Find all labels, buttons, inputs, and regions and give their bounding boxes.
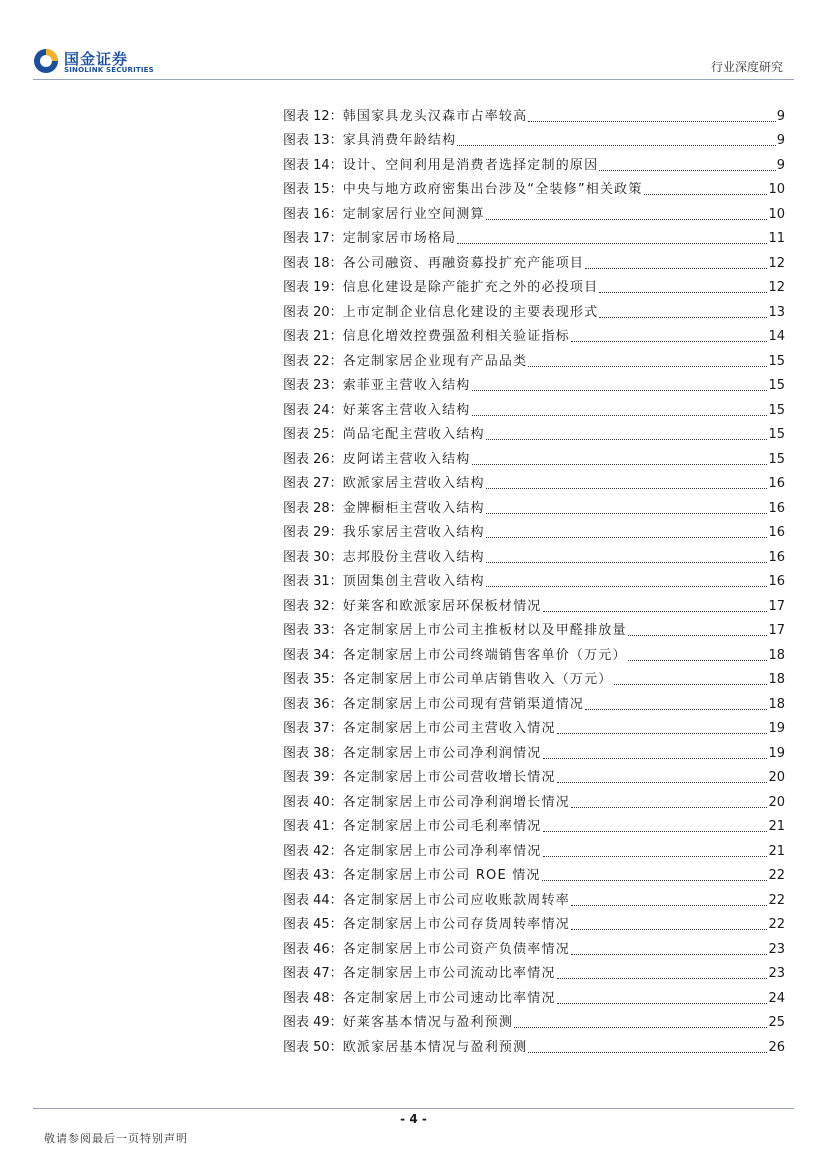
toc-dot-leader: [528, 1051, 767, 1053]
toc-entry-page: 13: [768, 304, 785, 320]
toc-entry-page: 15: [768, 353, 785, 369]
toc-entry-title: 信息化增效控费强盈利相关验证指标: [342, 329, 570, 344]
toc-dot-leader: [599, 316, 767, 318]
company-logo: [33, 46, 163, 78]
toc-entry[interactable]: [283, 198, 785, 223]
toc-dot-leader: [514, 1026, 767, 1028]
toc-dot-leader: [486, 512, 768, 514]
toc-entry[interactable]: [283, 590, 785, 615]
toc-entry[interactable]: [283, 566, 785, 591]
toc-entry-page: 15: [768, 427, 785, 442]
toc-entry-label: 图表 22：: [283, 353, 343, 369]
toc-entry[interactable]: [283, 982, 785, 1007]
toc-entry-page: 17: [768, 598, 785, 614]
toc-entry-title: 各定制家居上市公司营收增长情况: [342, 770, 556, 785]
toc-entry-page: 22: [768, 868, 785, 883]
toc-entry-title: 志邦股份主营收入结构: [342, 549, 485, 565]
toc-entry[interactable]: [283, 443, 785, 468]
toc-dot-leader: [486, 438, 768, 440]
toc-entry-label: 图表 26：: [283, 451, 343, 467]
toc-entry-title: 上市定制企业信息化建设的主要表现形式: [342, 304, 599, 320]
toc-entry-page: 17: [768, 623, 785, 638]
toc-entry-page: 11: [768, 231, 785, 246]
toc-entry[interactable]: [283, 394, 785, 419]
toc-entry-title: 各定制家居上市公司毛利率情况: [342, 819, 542, 834]
toc-entry-label: 图表 13：: [283, 133, 343, 148]
toc-entry-page: 18: [768, 696, 785, 712]
toc-entry-title: 定制家居行业空间测算: [342, 206, 485, 222]
toc-entry-page: 21: [768, 843, 785, 859]
toc-entry-page: 9: [776, 133, 785, 148]
toc-entry[interactable]: [283, 860, 785, 885]
toc-entry-title: 尚品宅配主营收入结构: [342, 427, 485, 442]
toc-entry[interactable]: [283, 811, 785, 836]
toc-entry[interactable]: [283, 1031, 785, 1056]
toc-entry-page: 14: [768, 329, 785, 344]
toc-entry[interactable]: [283, 296, 785, 321]
toc-entry-label: 图表 28：: [283, 500, 343, 516]
toc-entry[interactable]: [283, 517, 785, 542]
toc-entry-title: 好莱客主营收入结构: [342, 402, 471, 418]
toc-entry[interactable]: [283, 492, 785, 517]
toc-dot-leader: [628, 659, 768, 661]
toc-entry-label: 图表 12：: [283, 108, 343, 124]
toc-entry-page: 12: [768, 280, 785, 295]
toc-entry-title: 各定制家居上市公司应收账款周转率: [342, 892, 570, 908]
toc-entry[interactable]: [283, 713, 785, 738]
toc-entry-title: 欧派家居基本情况与盈利预测: [342, 1039, 528, 1055]
toc-dot-leader: [557, 977, 768, 979]
toc-dot-leader: [571, 904, 768, 906]
toc-dot-leader: [557, 1002, 768, 1004]
toc-entry-label: 图表 38：: [283, 745, 343, 761]
toc-dot-leader: [528, 120, 775, 122]
toc-entry-page: 18: [768, 647, 785, 663]
toc-entry-page: 22: [768, 892, 785, 908]
toc-entry-label: 图表 35：: [283, 672, 343, 687]
toc-dot-leader: [628, 634, 768, 636]
toc-entry-page: 24: [768, 990, 785, 1006]
toc-entry-page: 9: [776, 108, 785, 124]
toc-entry-label: 图表 48：: [283, 990, 343, 1006]
toc-entry-page: 18: [768, 672, 785, 687]
toc-entry-title: 皮阿诺主营收入结构: [342, 451, 471, 467]
toc-entry[interactable]: [283, 468, 785, 493]
toc-entry-title: 各定制家居上市公司主营收入情况: [342, 721, 556, 736]
toc-entry-label: 图表 43：: [283, 868, 343, 883]
toc-entry-page: 16: [768, 549, 785, 565]
toc-entry-title: 各定制家居上市公司流动比率情况: [342, 966, 556, 981]
toc-entry-label: 图表 39：: [283, 770, 343, 785]
toc-entry-label: 图表 20：: [283, 304, 343, 320]
disclaimer-note: 敬请参阅最后一页特别声明: [44, 1132, 188, 1145]
toc-entry-page: 15: [768, 402, 785, 418]
toc-entry-page: 22: [768, 917, 785, 932]
toc-entry-label: 图表 44：: [283, 892, 343, 908]
toc-dot-leader: [486, 561, 768, 563]
page-header: [0, 0, 827, 82]
toc-dot-leader: [557, 781, 768, 783]
toc-dot-leader: [585, 267, 767, 269]
toc-entry-label: 图表 15：: [283, 182, 343, 197]
toc-entry-page: 23: [768, 966, 785, 981]
toc-entry-title: 各定制家居上市公司速动比率情况: [342, 990, 556, 1006]
footer-divider: [33, 1108, 794, 1109]
logo-english-name: SINOLINK SECURITIES: [64, 66, 154, 74]
toc-entry-label: 图表 18：: [283, 255, 343, 271]
toc-entry[interactable]: [283, 615, 785, 640]
toc-dot-leader: [486, 585, 768, 587]
toc-entry-title: 好莱客基本情况与盈利预测: [342, 1015, 514, 1030]
toc-entry-label: 图表 45：: [283, 917, 343, 932]
toc-entry-title: 定制家居市场格局: [342, 231, 457, 246]
toc-dot-leader: [585, 708, 767, 710]
logo-chinese-name: 国金证券: [64, 50, 129, 68]
page-number: - 4 -: [400, 1112, 427, 1126]
toc-entry[interactable]: [283, 125, 785, 150]
toc-dot-leader: [571, 953, 768, 955]
toc-entry-page: 20: [768, 770, 785, 785]
toc-entry-label: 图表 24：: [283, 402, 343, 418]
toc-entry-page: 16: [768, 500, 785, 516]
toc-entry-label: 图表 46：: [283, 941, 343, 957]
toc-entry-label: 图表 14：: [283, 157, 343, 173]
toc-entry-page: 25: [768, 1015, 785, 1030]
toc-entry[interactable]: [283, 909, 785, 934]
toc-entry[interactable]: [283, 223, 785, 248]
toc-dot-leader: [543, 830, 768, 832]
toc-dot-leader: [614, 683, 768, 685]
toc-entry[interactable]: [283, 345, 785, 370]
toc-entry-page: 20: [768, 794, 785, 810]
toc-dot-leader: [571, 928, 768, 930]
toc-entry-title: 各定制家居上市公司 ROE 情况: [342, 868, 541, 883]
toc-entry-page: 15: [768, 378, 785, 393]
toc-entry-label: 图表 21：: [283, 329, 343, 344]
toc-entry-page: 10: [768, 206, 785, 222]
toc-entry-page: 16: [768, 574, 785, 589]
toc-entry-label: 图表 31：: [283, 574, 343, 589]
toc-dot-leader: [486, 218, 768, 220]
toc-entry-title: 设计、空间利用是消费者选择定制的原因: [342, 157, 599, 173]
toc-dot-leader: [599, 169, 775, 171]
toc-entry-title: 各定制家居上市公司现有营销渠道情况: [342, 696, 585, 712]
toc-entry-title: 各定制家居上市公司净利率情况: [342, 843, 542, 859]
toc-entry-label: 图表 30：: [283, 549, 343, 565]
toc-entry-title: 各定制家居上市公司终端销售客单价（万元）: [342, 647, 627, 663]
toc-entry-label: 图表 32：: [283, 598, 343, 614]
toc-entry-title: 顶固集创主营收入结构: [342, 574, 485, 589]
toc-dot-leader: [543, 757, 768, 759]
toc-entry-page: 16: [768, 476, 785, 491]
toc-entry-label: 图表 17：: [283, 231, 343, 246]
toc-entry-page: 16: [768, 525, 785, 540]
toc-dot-leader: [472, 463, 768, 465]
toc-entry-title: 韩国家具龙头汉森市占率较高: [342, 108, 528, 124]
toc-entry-title: 金牌橱柜主营收入结构: [342, 500, 485, 516]
toc-entry-title: 各定制家居上市公司主推板材以及甲醛排放量: [342, 623, 627, 638]
toc-dot-leader: [543, 855, 768, 857]
toc-entry-page: 21: [768, 819, 785, 834]
toc-entry-label: 图表 23：: [283, 378, 343, 393]
toc-entry[interactable]: [283, 247, 785, 272]
toc-dot-leader: [486, 536, 768, 538]
toc-dot-leader: [457, 144, 775, 146]
toc-entry-page: 10: [768, 182, 785, 197]
toc-entry-page: 26: [768, 1039, 785, 1055]
toc-entry-page: 12: [768, 255, 785, 271]
toc-entry-title: 中央与地方政府密集出台涉及“全装修”相关政策: [342, 182, 643, 197]
toc-dot-leader: [457, 242, 767, 244]
toc-entry-title: 各定制家居上市公司资产负债率情况: [342, 941, 570, 957]
toc-entry[interactable]: [283, 933, 785, 958]
toc-entry-page: 15: [768, 451, 785, 467]
toc-entry[interactable]: [283, 664, 785, 689]
toc-entry-label: 图表 42：: [283, 843, 343, 859]
toc-entry[interactable]: [283, 321, 785, 346]
toc-entry-page: 19: [768, 745, 785, 761]
toc-dot-leader: [599, 291, 767, 293]
toc-entry-title: 信息化建设是除产能扩充之外的必投项目: [342, 280, 599, 295]
toc-entry[interactable]: [283, 639, 785, 664]
toc-entry[interactable]: [283, 272, 785, 297]
toc-dot-leader: [571, 806, 768, 808]
toc-entry-label: 图表 27：: [283, 476, 343, 491]
toc-entry-title: 索菲亚主营收入结构: [342, 378, 471, 393]
sinolink-logo-icon: [33, 48, 59, 74]
toc-dot-leader: [472, 389, 768, 391]
toc-entry[interactable]: [283, 419, 785, 444]
toc-entry-title: 我乐家居主营收入结构: [342, 525, 485, 540]
toc-entry-label: 图表 16：: [283, 206, 343, 222]
toc-entry-label: 图表 29：: [283, 525, 343, 540]
report-section-label: 行业深度研究: [710, 60, 783, 74]
toc-entry-label: 图表 33：: [283, 623, 343, 638]
toc-entry[interactable]: [283, 737, 785, 762]
toc-entry-title: 各定制家居上市公司净利润情况: [342, 745, 542, 761]
toc-entry-label: 图表 19：: [283, 280, 343, 295]
toc-entry-page: 9: [776, 157, 785, 173]
toc-dot-leader: [472, 414, 768, 416]
toc-entry[interactable]: [283, 786, 785, 811]
toc-entry-title: 好莱客和欧派家居环保板材情况: [342, 598, 542, 614]
toc-entry-label: 图表 34：: [283, 647, 343, 663]
toc-entry[interactable]: [283, 174, 785, 199]
toc-entry-title: 各公司融资、再融资募投扩充产能项目: [342, 255, 585, 271]
toc-entry[interactable]: [283, 688, 785, 713]
toc-entry[interactable]: [283, 884, 785, 909]
toc-entry-title: 各定制家居上市公司单店销售收入（万元）: [342, 672, 613, 687]
toc-dot-leader: [528, 365, 767, 367]
toc-dot-leader: [542, 879, 768, 881]
toc-entry[interactable]: [283, 541, 785, 566]
toc-dot-leader: [486, 487, 768, 489]
toc-entry-label: 图表 37：: [283, 721, 343, 736]
toc-entry-title: 各定制家居企业现有产品品类: [342, 353, 528, 369]
toc-entry-label: 图表 50：: [283, 1039, 343, 1055]
toc-dot-leader: [557, 732, 768, 734]
toc-entry-title: 家具消费年龄结构: [342, 133, 457, 148]
toc-entry-label: 图表 25：: [283, 427, 343, 442]
toc-dot-leader: [571, 340, 768, 342]
toc-entry[interactable]: [283, 835, 785, 860]
toc-entry-title: 欧派家居主营收入结构: [342, 476, 485, 491]
header-divider: [33, 79, 794, 80]
toc-entry[interactable]: [283, 370, 785, 395]
toc-entry-label: 图表 40：: [283, 794, 343, 810]
toc-entry[interactable]: [283, 762, 785, 787]
toc-dot-leader: [644, 193, 768, 195]
toc-entry[interactable]: [283, 958, 785, 983]
table-of-figures: [283, 100, 785, 1056]
toc-entry[interactable]: [283, 1007, 785, 1032]
toc-entry-page: 19: [768, 721, 785, 736]
toc-entry-label: 图表 41：: [283, 819, 343, 834]
toc-dot-leader: [543, 610, 768, 612]
toc-entry-page: 23: [768, 941, 785, 957]
toc-entry-label: 图表 36：: [283, 696, 343, 712]
toc-entry[interactable]: [283, 100, 785, 125]
toc-entry-label: 图表 49：: [283, 1015, 343, 1030]
toc-entry-title: 各定制家居上市公司存货周转率情况: [342, 917, 570, 932]
toc-entry-title: 各定制家居上市公司净利润增长情况: [342, 794, 570, 810]
toc-entry[interactable]: [283, 149, 785, 174]
toc-entry-label: 图表 47：: [283, 966, 343, 981]
